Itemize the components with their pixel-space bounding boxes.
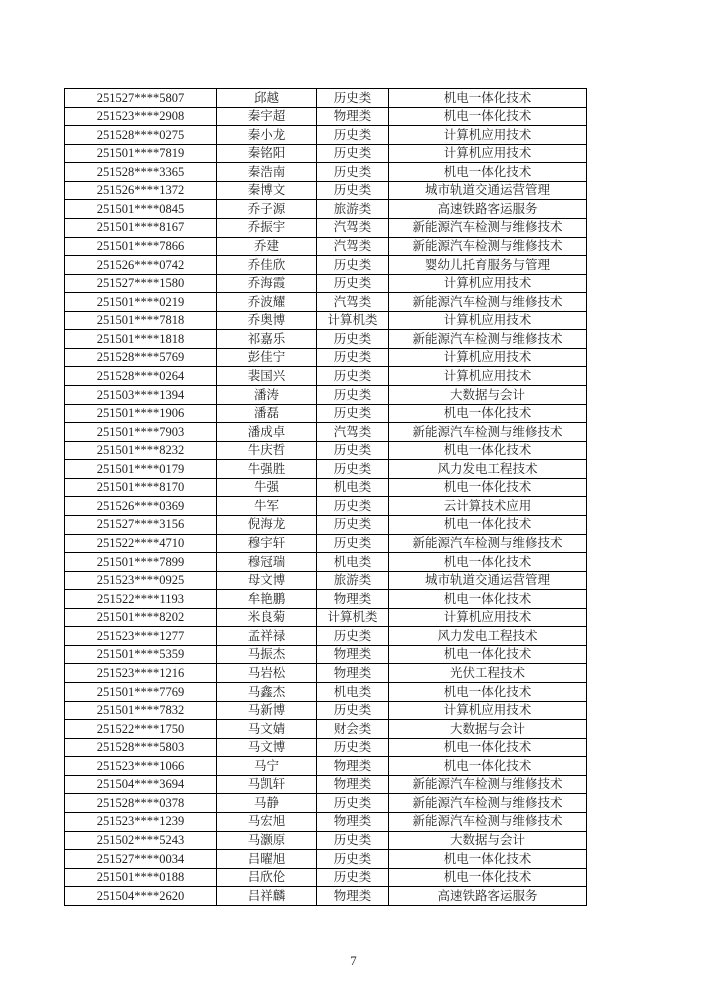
table-row bbox=[65, 256, 587, 275]
cell-category: 历史类 bbox=[317, 441, 389, 460]
admission-roster-table bbox=[64, 88, 587, 906]
cell-admitted-major: 新能源汽车检测与维修技术 bbox=[389, 534, 587, 553]
cell-category: 历史类 bbox=[317, 126, 389, 145]
cell-admitted-major: 新能源汽车检测与维修技术 bbox=[389, 237, 587, 256]
cell-category: 物理类 bbox=[317, 107, 389, 126]
table-row bbox=[65, 330, 587, 349]
cell-candidate-id: 251523****1277 bbox=[65, 627, 217, 646]
cell-category: 历史类 bbox=[317, 738, 389, 757]
cell-category: 汽驾类 bbox=[317, 423, 389, 442]
cell-candidate-id: 251523****1239 bbox=[65, 812, 217, 831]
cell-name: 乔子源 bbox=[217, 200, 317, 219]
cell-candidate-id: 251523****1066 bbox=[65, 757, 217, 776]
cell-candidate-id: 251501****7866 bbox=[65, 237, 217, 256]
table-row bbox=[65, 367, 587, 386]
cell-candidate-id: 251522****1750 bbox=[65, 720, 217, 739]
cell-admitted-major: 计算机应用技术 bbox=[389, 311, 587, 330]
cell-category: 历史类 bbox=[317, 701, 389, 720]
cell-category: 历史类 bbox=[317, 627, 389, 646]
cell-name: 马文婧 bbox=[217, 720, 317, 739]
cell-category: 旅游类 bbox=[317, 571, 389, 590]
cell-candidate-id: 251526****1372 bbox=[65, 181, 217, 200]
cell-category: 历史类 bbox=[317, 89, 389, 108]
table-row bbox=[65, 237, 587, 256]
table-row bbox=[65, 571, 587, 590]
cell-admitted-major: 新能源汽车检测与维修技术 bbox=[389, 293, 587, 312]
cell-candidate-id: 251501****1818 bbox=[65, 330, 217, 349]
table-row bbox=[65, 868, 587, 887]
cell-category: 历史类 bbox=[317, 144, 389, 163]
cell-category: 物理类 bbox=[317, 590, 389, 609]
cell-candidate-id: 251523****1216 bbox=[65, 664, 217, 683]
cell-admitted-major: 机电一体化技术 bbox=[389, 89, 587, 108]
cell-candidate-id: 251526****0742 bbox=[65, 256, 217, 275]
cell-name: 母文博 bbox=[217, 571, 317, 590]
cell-admitted-major: 新能源汽车检测与维修技术 bbox=[389, 423, 587, 442]
cell-admitted-major: 机电一体化技术 bbox=[389, 645, 587, 664]
cell-candidate-id: 251528****3365 bbox=[65, 163, 217, 182]
cell-candidate-id: 251501****7819 bbox=[65, 144, 217, 163]
cell-candidate-id: 251528****5769 bbox=[65, 348, 217, 367]
cell-candidate-id: 251501****0188 bbox=[65, 868, 217, 887]
table-row bbox=[65, 831, 587, 850]
cell-admitted-major: 云计算技术应用 bbox=[389, 497, 587, 516]
cell-candidate-id: 251528****0378 bbox=[65, 794, 217, 813]
cell-candidate-id: 251504****2620 bbox=[65, 887, 217, 906]
cell-admitted-major: 计算机应用技术 bbox=[389, 348, 587, 367]
cell-category: 汽驾类 bbox=[317, 218, 389, 237]
cell-name: 马岩松 bbox=[217, 664, 317, 683]
table-row bbox=[65, 423, 587, 442]
table-row bbox=[65, 757, 587, 776]
table-row bbox=[65, 386, 587, 405]
cell-name: 马静 bbox=[217, 794, 317, 813]
table-row bbox=[65, 701, 587, 720]
table-row bbox=[65, 404, 587, 423]
cell-admitted-major: 计算机应用技术 bbox=[389, 367, 587, 386]
table-row bbox=[65, 126, 587, 145]
table-row bbox=[65, 850, 587, 869]
cell-name: 牟艳鹏 bbox=[217, 590, 317, 609]
cell-name: 穆冠瑞 bbox=[217, 553, 317, 572]
cell-candidate-id: 251501****8232 bbox=[65, 441, 217, 460]
cell-category: 历史类 bbox=[317, 256, 389, 275]
cell-admitted-major: 计算机应用技术 bbox=[389, 126, 587, 145]
cell-candidate-id: 251501****1906 bbox=[65, 404, 217, 423]
cell-name: 彭佳宁 bbox=[217, 348, 317, 367]
cell-category: 历史类 bbox=[317, 404, 389, 423]
cell-candidate-id: 251503****1394 bbox=[65, 386, 217, 405]
cell-category: 历史类 bbox=[317, 497, 389, 516]
cell-candidate-id: 251528****0264 bbox=[65, 367, 217, 386]
cell-name: 吕曜旭 bbox=[217, 850, 317, 869]
cell-category: 财会类 bbox=[317, 720, 389, 739]
cell-name: 乔奥博 bbox=[217, 311, 317, 330]
cell-admitted-major: 机电一体化技术 bbox=[389, 441, 587, 460]
cell-candidate-id: 251501****8167 bbox=[65, 218, 217, 237]
cell-admitted-major: 风力发电工程技术 bbox=[389, 627, 587, 646]
cell-candidate-id: 251504****3694 bbox=[65, 775, 217, 794]
cell-admitted-major: 机电一体化技术 bbox=[389, 553, 587, 572]
cell-name: 祁嘉乐 bbox=[217, 330, 317, 349]
cell-category: 历史类 bbox=[317, 460, 389, 479]
cell-category: 历史类 bbox=[317, 850, 389, 869]
cell-name: 孟祥禄 bbox=[217, 627, 317, 646]
cell-category: 物理类 bbox=[317, 645, 389, 664]
cell-category: 历史类 bbox=[317, 831, 389, 850]
table-row bbox=[65, 608, 587, 627]
cell-admitted-major: 机电一体化技术 bbox=[389, 868, 587, 887]
cell-name: 乔海霞 bbox=[217, 274, 317, 293]
cell-admitted-major: 高速铁路客运服务 bbox=[389, 200, 587, 219]
cell-name: 秦铭阳 bbox=[217, 144, 317, 163]
cell-candidate-id: 251522****1193 bbox=[65, 590, 217, 609]
cell-candidate-id: 251501****7903 bbox=[65, 423, 217, 442]
cell-admitted-major: 城市轨道交通运营管理 bbox=[389, 571, 587, 590]
cell-admitted-major: 机电一体化技术 bbox=[389, 515, 587, 534]
cell-category: 历史类 bbox=[317, 163, 389, 182]
cell-admitted-major: 机电一体化技术 bbox=[389, 478, 587, 497]
cell-admitted-major: 大数据与会计 bbox=[389, 386, 587, 405]
cell-name: 乔佳欣 bbox=[217, 256, 317, 275]
cell-admitted-major: 机电一体化技术 bbox=[389, 107, 587, 126]
cell-candidate-id: 251528****5803 bbox=[65, 738, 217, 757]
cell-admitted-major: 机电一体化技术 bbox=[389, 163, 587, 182]
cell-admitted-major: 光伏工程技术 bbox=[389, 664, 587, 683]
cell-admitted-major: 机电一体化技术 bbox=[389, 757, 587, 776]
table-row bbox=[65, 181, 587, 200]
cell-category: 物理类 bbox=[317, 757, 389, 776]
cell-candidate-id: 251501****0179 bbox=[65, 460, 217, 479]
table-row bbox=[65, 274, 587, 293]
table-row bbox=[65, 497, 587, 516]
table-row bbox=[65, 163, 587, 182]
page-number: 7 bbox=[350, 953, 357, 968]
cell-candidate-id: 251522****4710 bbox=[65, 534, 217, 553]
table-row bbox=[65, 200, 587, 219]
cell-name: 牛军 bbox=[217, 497, 317, 516]
cell-name: 潘成卓 bbox=[217, 423, 317, 442]
cell-candidate-id: 251501****5359 bbox=[65, 645, 217, 664]
cell-candidate-id: 251523****0925 bbox=[65, 571, 217, 590]
cell-candidate-id: 251523****2908 bbox=[65, 107, 217, 126]
cell-candidate-id: 251527****1580 bbox=[65, 274, 217, 293]
cell-candidate-id: 251501****7818 bbox=[65, 311, 217, 330]
cell-candidate-id: 251501****7899 bbox=[65, 553, 217, 572]
cell-name: 乔振宇 bbox=[217, 218, 317, 237]
cell-category: 计算机类 bbox=[317, 311, 389, 330]
cell-name: 马灏原 bbox=[217, 831, 317, 850]
cell-category: 物理类 bbox=[317, 775, 389, 794]
cell-admitted-major: 机电一体化技术 bbox=[389, 404, 587, 423]
cell-name: 邱越 bbox=[217, 89, 317, 108]
cell-name: 裴国兴 bbox=[217, 367, 317, 386]
cell-category: 机电类 bbox=[317, 683, 389, 702]
table-row bbox=[65, 720, 587, 739]
cell-name: 吕祥麟 bbox=[217, 887, 317, 906]
cell-name: 倪海龙 bbox=[217, 515, 317, 534]
cell-admitted-major: 计算机应用技术 bbox=[389, 274, 587, 293]
cell-candidate-id: 251501****0845 bbox=[65, 200, 217, 219]
cell-name: 马宏旭 bbox=[217, 812, 317, 831]
table-row bbox=[65, 887, 587, 906]
cell-admitted-major: 婴幼儿托育服务与管理 bbox=[389, 256, 587, 275]
roster-table-body bbox=[65, 89, 587, 906]
cell-category: 历史类 bbox=[317, 515, 389, 534]
table-row bbox=[65, 794, 587, 813]
cell-category: 物理类 bbox=[317, 664, 389, 683]
table-row bbox=[65, 144, 587, 163]
table-row bbox=[65, 590, 587, 609]
table-row bbox=[65, 441, 587, 460]
table-row bbox=[65, 534, 587, 553]
cell-admitted-major: 风力发电工程技术 bbox=[389, 460, 587, 479]
cell-admitted-major: 机电一体化技术 bbox=[389, 738, 587, 757]
table-row bbox=[65, 107, 587, 126]
cell-category: 旅游类 bbox=[317, 200, 389, 219]
cell-candidate-id: 251502****5243 bbox=[65, 831, 217, 850]
cell-category: 历史类 bbox=[317, 386, 389, 405]
table-row bbox=[65, 515, 587, 534]
table-row bbox=[65, 89, 587, 108]
cell-category: 计算机类 bbox=[317, 608, 389, 627]
table-row bbox=[65, 218, 587, 237]
cell-candidate-id: 251501****8170 bbox=[65, 478, 217, 497]
cell-name: 马凯轩 bbox=[217, 775, 317, 794]
cell-name: 秦浩南 bbox=[217, 163, 317, 182]
cell-name: 乔建 bbox=[217, 237, 317, 256]
cell-admitted-major: 新能源汽车检测与维修技术 bbox=[389, 812, 587, 831]
cell-name: 秦博文 bbox=[217, 181, 317, 200]
cell-category: 机电类 bbox=[317, 553, 389, 572]
cell-category: 历史类 bbox=[317, 274, 389, 293]
cell-name: 牛强胜 bbox=[217, 460, 317, 479]
cell-name: 潘涛 bbox=[217, 386, 317, 405]
cell-admitted-major: 高速铁路客运服务 bbox=[389, 887, 587, 906]
cell-admitted-major: 新能源汽车检测与维修技术 bbox=[389, 330, 587, 349]
cell-candidate-id: 251527****5807 bbox=[65, 89, 217, 108]
cell-candidate-id: 251526****0369 bbox=[65, 497, 217, 516]
table-row bbox=[65, 293, 587, 312]
cell-candidate-id: 251527****0034 bbox=[65, 850, 217, 869]
cell-category: 历史类 bbox=[317, 868, 389, 887]
cell-name: 马文博 bbox=[217, 738, 317, 757]
cell-category: 历史类 bbox=[317, 367, 389, 386]
cell-candidate-id: 251501****8202 bbox=[65, 608, 217, 627]
cell-name: 牛强 bbox=[217, 478, 317, 497]
cell-candidate-id: 251528****0275 bbox=[65, 126, 217, 145]
cell-admitted-major: 计算机应用技术 bbox=[389, 608, 587, 627]
cell-category: 物理类 bbox=[317, 887, 389, 906]
cell-candidate-id: 251501****7769 bbox=[65, 683, 217, 702]
cell-name: 马鑫杰 bbox=[217, 683, 317, 702]
cell-name: 乔波耀 bbox=[217, 293, 317, 312]
cell-admitted-major: 新能源汽车检测与维修技术 bbox=[389, 775, 587, 794]
cell-name: 穆宇轩 bbox=[217, 534, 317, 553]
cell-category: 历史类 bbox=[317, 330, 389, 349]
cell-admitted-major: 新能源汽车检测与维修技术 bbox=[389, 218, 587, 237]
table-row bbox=[65, 460, 587, 479]
cell-name: 秦宇超 bbox=[217, 107, 317, 126]
cell-name: 马新博 bbox=[217, 701, 317, 720]
cell-category: 历史类 bbox=[317, 534, 389, 553]
table-row bbox=[65, 478, 587, 497]
cell-category: 历史类 bbox=[317, 181, 389, 200]
cell-admitted-major: 机电一体化技术 bbox=[389, 683, 587, 702]
cell-name: 吕欣伦 bbox=[217, 868, 317, 887]
cell-category: 汽驾类 bbox=[317, 237, 389, 256]
table-row bbox=[65, 645, 587, 664]
cell-name: 牛庆哲 bbox=[217, 441, 317, 460]
cell-name: 米良菊 bbox=[217, 608, 317, 627]
cell-name: 秦小龙 bbox=[217, 126, 317, 145]
cell-admitted-major: 新能源汽车检测与维修技术 bbox=[389, 794, 587, 813]
table-row bbox=[65, 664, 587, 683]
table-row bbox=[65, 775, 587, 794]
table-row bbox=[65, 812, 587, 831]
cell-category: 历史类 bbox=[317, 794, 389, 813]
cell-category: 物理类 bbox=[317, 812, 389, 831]
cell-admitted-major: 大数据与会计 bbox=[389, 831, 587, 850]
table-row bbox=[65, 311, 587, 330]
cell-admitted-major: 计算机应用技术 bbox=[389, 144, 587, 163]
cell-admitted-major: 计算机应用技术 bbox=[389, 701, 587, 720]
cell-name: 马宁 bbox=[217, 757, 317, 776]
cell-candidate-id: 251501****0219 bbox=[65, 293, 217, 312]
cell-category: 汽驾类 bbox=[317, 293, 389, 312]
cell-name: 潘磊 bbox=[217, 404, 317, 423]
table-row bbox=[65, 683, 587, 702]
table-row bbox=[65, 553, 587, 572]
table-row bbox=[65, 348, 587, 367]
table-row bbox=[65, 738, 587, 757]
cell-candidate-id: 251527****3156 bbox=[65, 515, 217, 534]
cell-admitted-major: 机电一体化技术 bbox=[389, 850, 587, 869]
cell-name: 马振杰 bbox=[217, 645, 317, 664]
cell-admitted-major: 大数据与会计 bbox=[389, 720, 587, 739]
table-row bbox=[65, 627, 587, 646]
cell-admitted-major: 城市轨道交通运营管理 bbox=[389, 181, 587, 200]
cell-admitted-major: 机电一体化技术 bbox=[389, 590, 587, 609]
cell-category: 机电类 bbox=[317, 478, 389, 497]
cell-candidate-id: 251501****7832 bbox=[65, 701, 217, 720]
cell-category: 历史类 bbox=[317, 348, 389, 367]
